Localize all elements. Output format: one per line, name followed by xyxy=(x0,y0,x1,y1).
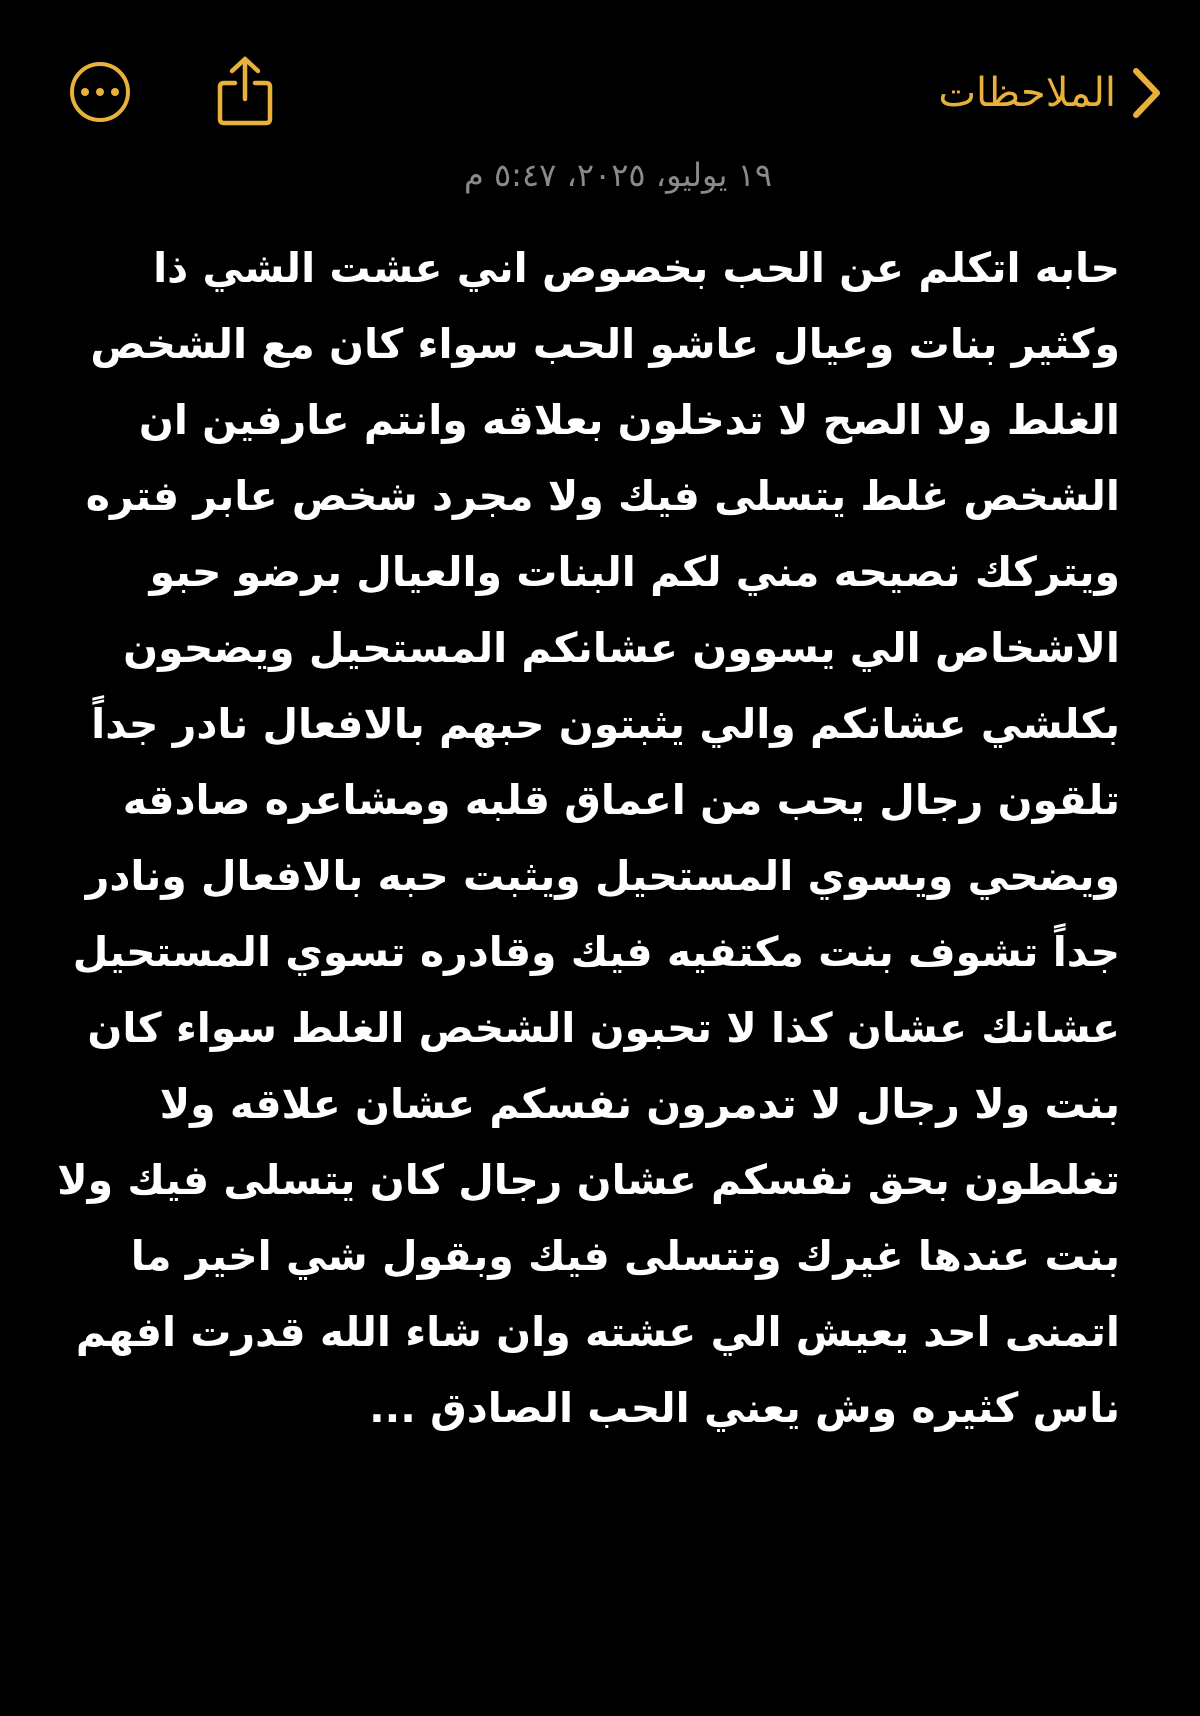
note-line: بكلشي عشانكم والي يثبتون حبهم بالافعال نادر جداً xyxy=(91,700,1120,748)
back-button-label: الملاحظات xyxy=(938,70,1116,116)
note-line: الشخص غلط يتسلى فيك ولا مجرد شخص عابر فتره xyxy=(85,472,1120,520)
more-options-button[interactable] xyxy=(70,62,130,122)
ellipsis-dot xyxy=(111,88,119,96)
note-date: ١٩ يوليو، ٢٠٢٥، ٥:٤٧ م xyxy=(464,156,772,194)
ellipsis-circle-icon xyxy=(81,88,89,96)
note-line: عشانك عشان كذا لا تحبون الشخص الغلط سواء كان xyxy=(87,1004,1120,1052)
note-line: الغلط ولا الصح لا تدخلون بعلاقه وانتم عارفين ان xyxy=(138,396,1120,444)
ellipsis-dot xyxy=(96,88,104,96)
share-button[interactable] xyxy=(214,55,276,127)
note-line: بنت ولا رجال لا تدمرون نفسكم عشان علاقه ولا xyxy=(159,1080,1120,1128)
note-line: حابه اتكلم عن الحب بخصوص اني عشت الشي ذا xyxy=(153,244,1120,292)
note-line: تغلطون بحق نفسكم عشان رجال كان يتسلى فيك ولا xyxy=(57,1156,1120,1204)
note-line: ويتركك نصيحه مني لكم البنات والعيال برضو حبو xyxy=(149,548,1120,596)
note-line: الاشخاص الي يسوون عشانكم المستحيل ويضحون xyxy=(123,624,1120,672)
note-line: تلقون رجال يحب من اعماق قلبه ومشاعره صادقه xyxy=(122,776,1120,824)
note-line: ناس كثيره وش يعني الحب الصادق ... xyxy=(369,1384,1120,1432)
share-icon xyxy=(214,55,276,127)
note-line: بنت عندها غيرك وتتسلى فيك وبقول شي اخير ما xyxy=(130,1232,1120,1280)
note-body[interactable] xyxy=(57,230,1120,1446)
note-line: وكثير بنات وعيال عاشو الحب سواء كان مع الشخص xyxy=(90,320,1120,368)
back-button[interactable] xyxy=(938,58,1162,128)
chevron-icon xyxy=(1132,67,1162,119)
note-line: اتمنى احد يعيش الي عشته وان شاء الله قدرت افهم xyxy=(75,1308,1120,1356)
note-line: ويضحي ويسوي المستحيل ويثبت حبه بالافعال ونادر xyxy=(85,852,1120,900)
note-line: جداً تشوف بنت مكتفيه فيك وقادره تسوي المستحيل xyxy=(72,928,1120,976)
